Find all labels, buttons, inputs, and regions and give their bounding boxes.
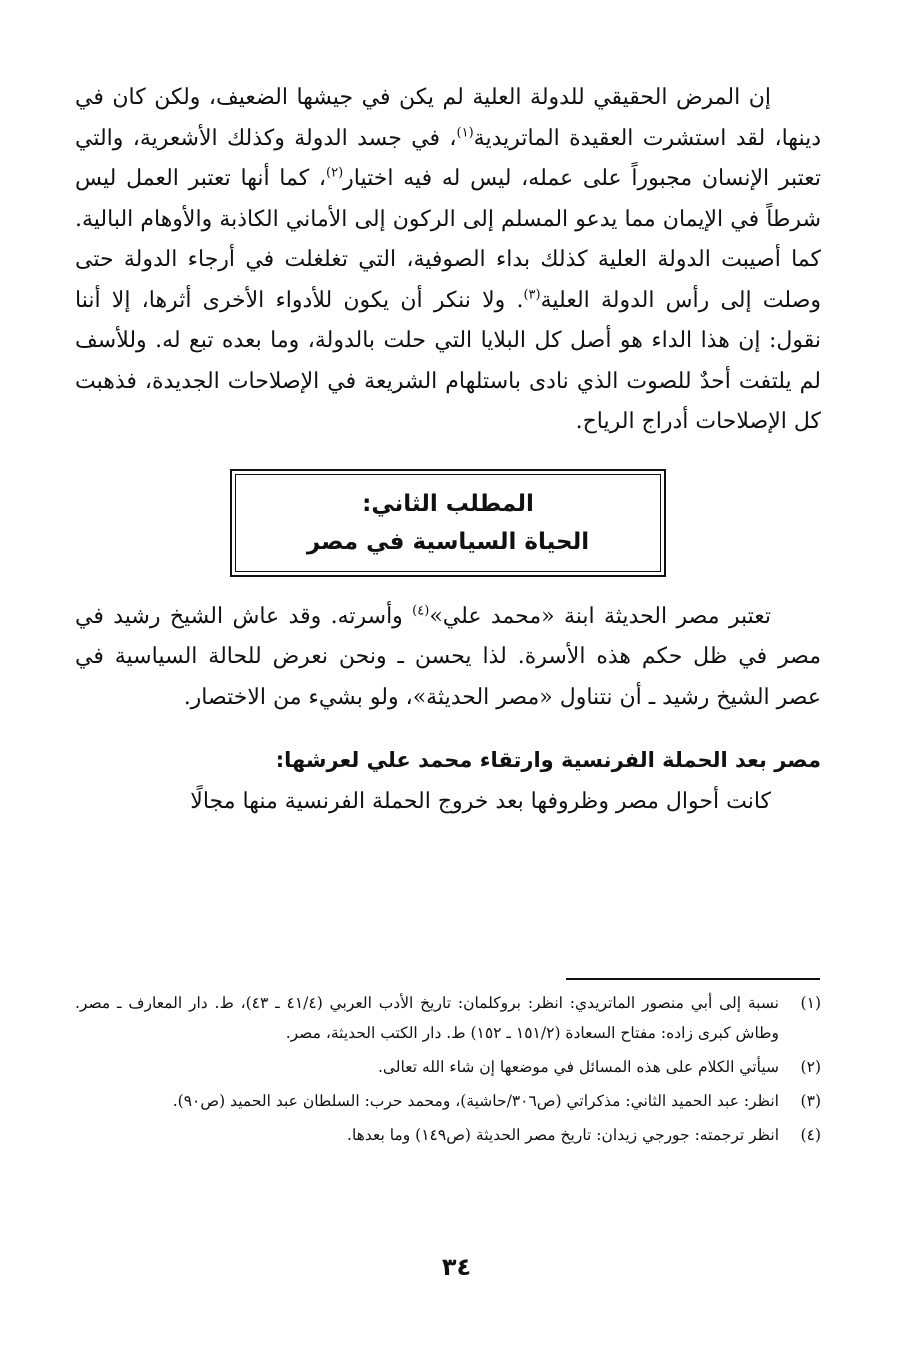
footnote-text: نسبة إلى أبي منصور الماتريدي: انظر: بروكلمان: تاريخ الأدب العربي (٤١/٤ ـ ٤٣)، ط. دار المعارف ـ مصر. وطاش كبرى زاده: مفتاح السعادة (١٥١/٢ ـ ١٥٢) ط. دار الكتب الحديثة، مصر. xyxy=(75,994,779,1042)
paragraph1-text-2: ، في جسد الدولة وكذلك الأشعرية، والتي تعتبر الإنسان مجبوراً على عمله، ليس له فيه اختيار xyxy=(75,125,821,191)
footnote-1 xyxy=(75,988,821,1048)
section-title-box xyxy=(230,469,666,577)
paragraph1-text-1: إن المرض الحقيقي للدولة العلية لم يكن في جيشها الضعيف، ولكن كان في دينها، لقد استشرت العقيدة الماتريدية xyxy=(75,85,822,151)
paragraph2-text-1: تعتبر مصر الحديثة ابنة «محمد علي» xyxy=(429,603,772,629)
paragraph2-text-2: وأسرته. وقد عاش الشيخ رشيد في مصر في ظل حكم هذه الأسرة. لذا يحسن ـ ونحن نعرض للحالة السياسية في عصر الشيخ رشيد ـ أن نتناول «مصر الحديثة»، ولو بشيء من الاختصار. xyxy=(75,603,821,710)
paragraph-ottoman-state xyxy=(75,78,821,443)
footnote-4 xyxy=(75,1120,821,1150)
footnote-number: (٤) xyxy=(800,1126,821,1144)
page-number: ٣٤ xyxy=(441,1253,472,1281)
subheading: مصر بعد الحملة الفرنسية وارتقاء محمد علي لعرشها: xyxy=(275,748,821,772)
footnote-text: سيأتي الكلام على هذه المسائل في موضعها إن شاء الله تعالى. xyxy=(377,1058,779,1076)
footnote-number: (١) xyxy=(800,994,821,1012)
footnote-2 xyxy=(75,1052,821,1082)
footnote-text: انظر ترجمته: جورجي زيدان: تاريخ مصر الحديثة (ص١٤٩) وما بعدها. xyxy=(347,1126,779,1144)
footnote-number: (٣) xyxy=(800,1092,821,1110)
paragraph-egypt-conditions: كانت أحوال مصر وظروفها بعد خروج الحملة الفرنسية منها مجالًا xyxy=(190,789,771,814)
page-body xyxy=(75,78,821,823)
footnote-number: (٢) xyxy=(800,1058,821,1076)
paragraph1-text-4: . ولا ننكر أن يكون للأدواء الأخرى أثرها، إلا أننا نقول: إن هذا الداء هو أصل كل البلايا التي حلت بالدولة، وما بعده تبع له. وللأسف لم يلتفت أحدٌ للصوت الذي نادى باستلهام الشريعة في الإصلاحات الجديدة، فذهبت كل الإصلاحات أدراج الرياح. xyxy=(75,287,821,434)
section-title-box-inner xyxy=(235,474,661,572)
paragraph1-text-3: ، كما أنها تعتبر العمل ليس شرطاً في الإيمان مما يدعو المسلم إلى الركون إلى الأماني الكاذبة والأوهام البالية. كما أصيبت الدولة العلية كذلك بداء الصوفية، التي تغلغلت في أرجاء الدولة حتى وصلت إلى رأس الدولة العلية xyxy=(75,166,821,313)
footnote-ref-3[interactable]: (٣) xyxy=(523,287,541,303)
footnote-text: انظر: عبد الحميد الثاني: مذكراتي (ص٣٠٦/حاشية)، ومحمد حرب: السلطان عبد الحميد (ص٩٠). xyxy=(172,1092,779,1110)
footnote-3 xyxy=(75,1086,821,1116)
footnote-ref-1[interactable]: (١) xyxy=(456,125,474,141)
footnote-ref-2[interactable]: (٢) xyxy=(326,165,344,181)
section-label: المطلب الثاني: xyxy=(362,490,534,517)
footnote-ref-4[interactable]: (٤) xyxy=(412,603,430,619)
footnote-separator xyxy=(566,978,820,980)
footnotes xyxy=(75,988,821,1154)
section-title: الحياة السياسية في مصر xyxy=(306,528,590,555)
paragraph-modern-egypt xyxy=(75,597,821,719)
